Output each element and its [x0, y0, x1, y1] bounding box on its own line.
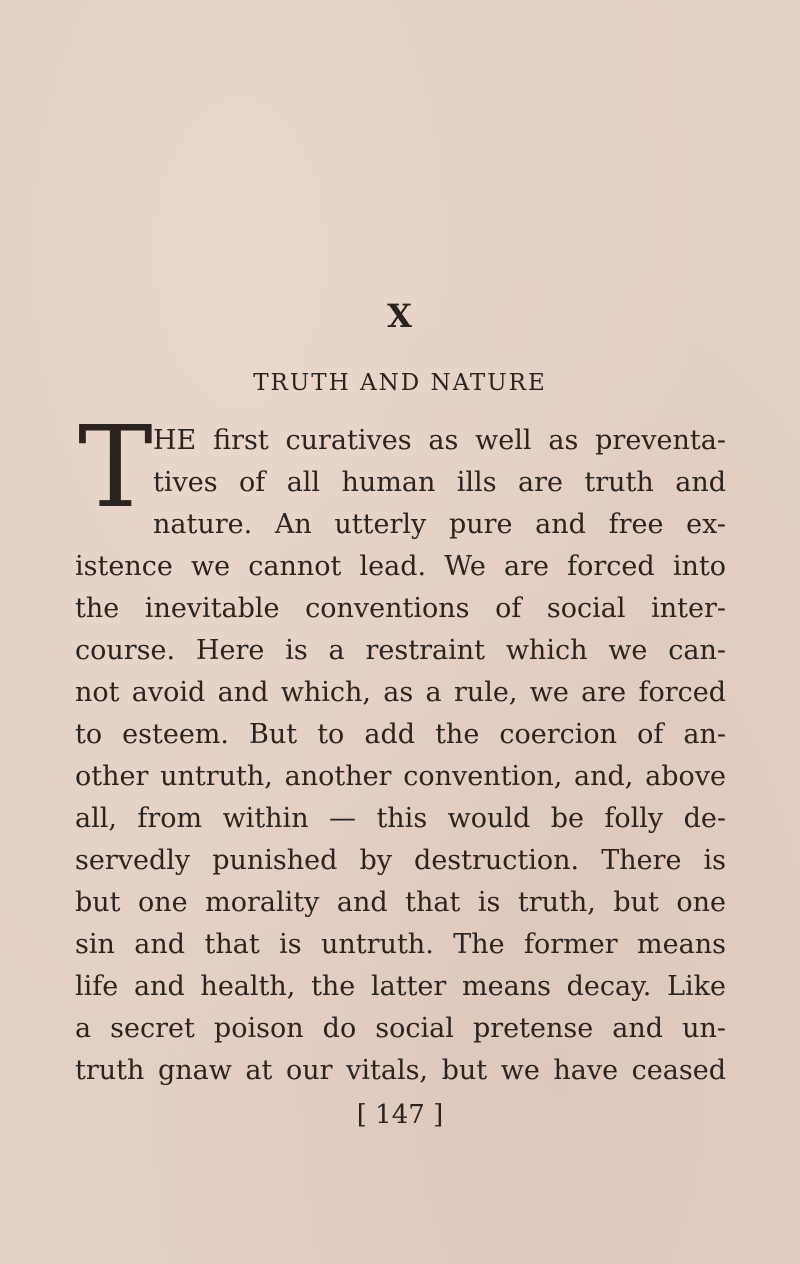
text-line: the inevitable conventions of social inter-: [75, 593, 726, 624]
text-line: tives of all human ills are truth and: [153, 467, 726, 498]
text-line: not avoid and which, as a rule, we are forced: [75, 677, 726, 708]
drop-cap: T: [78, 403, 153, 533]
page-number: [ 147 ]: [356, 1100, 444, 1130]
text-line: HE first curatives as well as preventa-: [153, 425, 726, 456]
text-line: all, from within — this would be folly de-: [75, 803, 726, 834]
text-line: servedly punished by destruction. There is: [75, 845, 726, 876]
text-line: other untruth, another convention, and, above: [75, 761, 726, 792]
chapter-title: TRUTH AND NATURE: [253, 370, 547, 396]
text-line: istence we cannot lead. We are forced into: [75, 551, 726, 582]
text-line: sin and that is untruth. The former means: [75, 929, 726, 960]
text-line: but one morality and that is truth, but one: [75, 887, 726, 918]
text-line: course. Here is a restraint which we can-: [75, 635, 726, 666]
text-line: nature. An utterly pure and free ex-: [153, 509, 726, 540]
text-line: truth gnaw at our vitals, but we have ceased: [75, 1055, 726, 1086]
text-line: to esteem. But to add the coercion of an-: [75, 719, 726, 750]
chapter-number: X: [387, 297, 413, 335]
text-line: life and health, the latter means decay. Like: [75, 971, 726, 1002]
text-line: a secret poison do social pretense and un-: [75, 1013, 726, 1044]
